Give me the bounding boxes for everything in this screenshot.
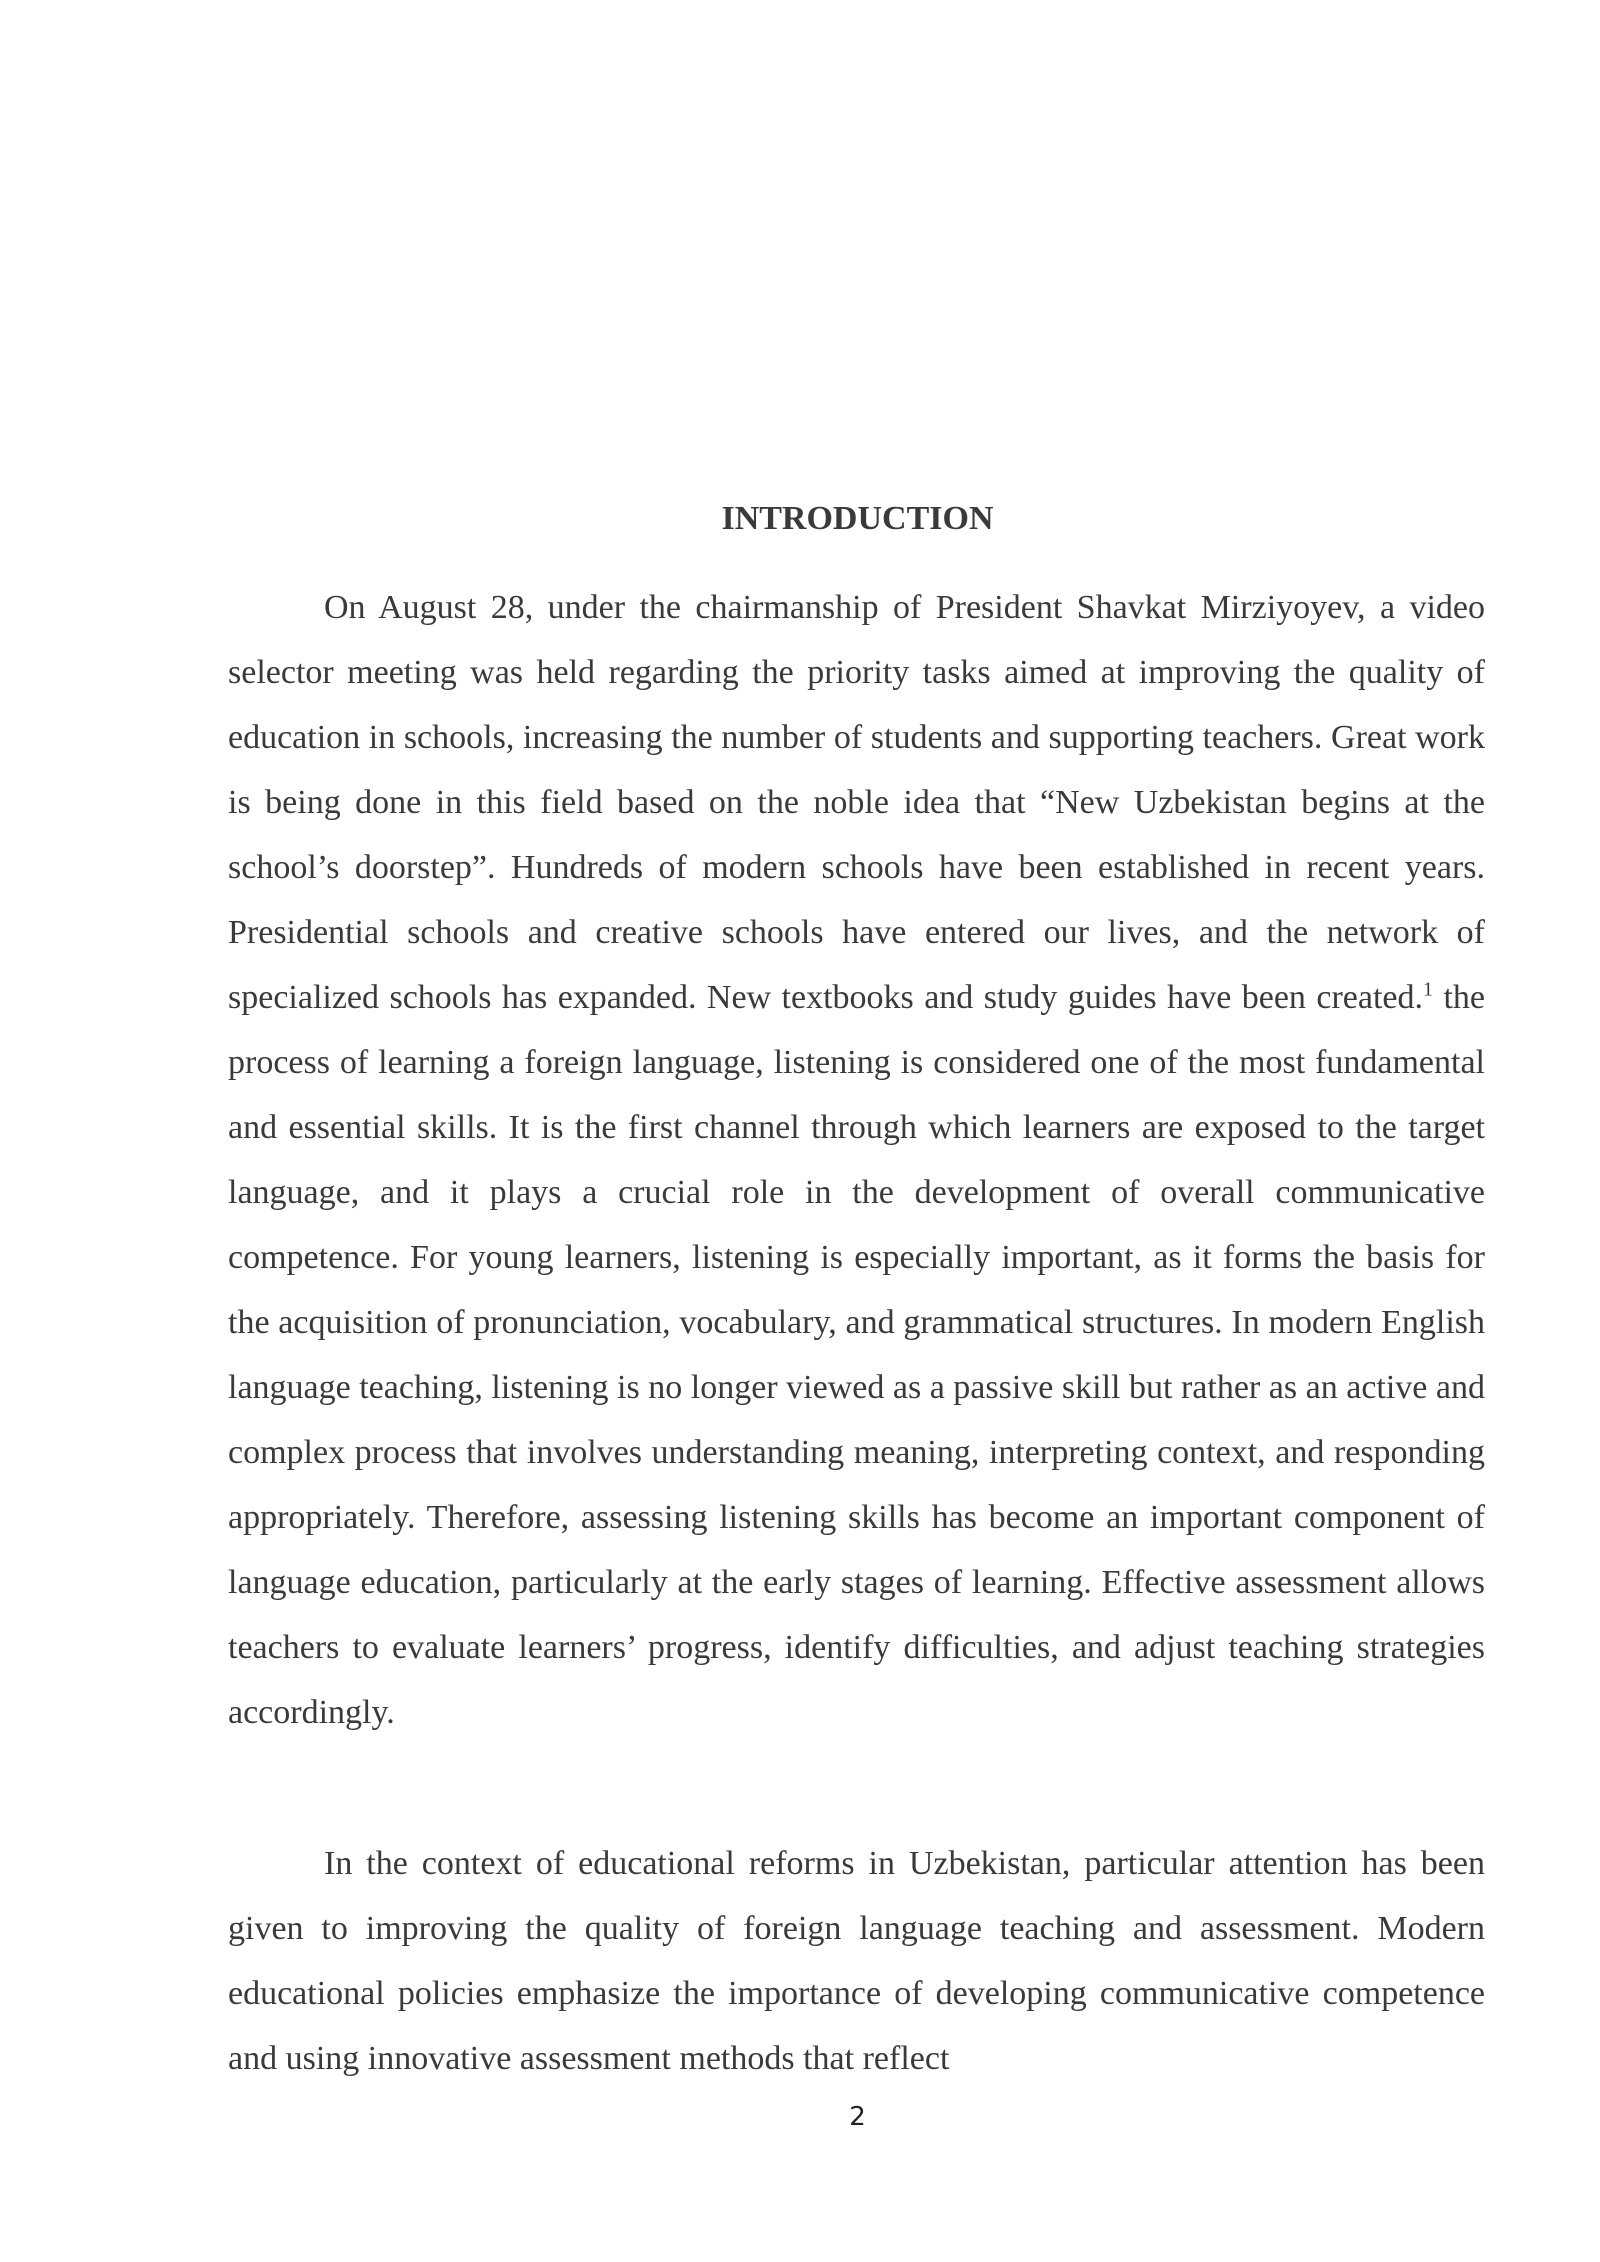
paragraph-1-text-b: the process of learning a foreign language, listening is considered one of the most fundamental and essential skills. It is the first channel through which learners are exposed to the target language, and it plays a crucial role in the development of overall communicative competence. For young learners, listening is especially important, as it forms the basis for the acquisition of pronunciation, vocabulary, and grammatical structures. In modern English language teaching, listening is no longer viewed as a passive skill but rather as an active and complex process that involves understanding meaning, interpreting context, and responding appropriately. Therefore, assessing listening skills has become an important component of language education, particularly at the early stages of learning. Effective assessment allows teachers to evaluate learners’ progress, identify difficulties, and adjust teaching strategies accordingly. xyxy=(228,979,1485,1731)
page-number: 2 xyxy=(849,2102,866,2132)
body-paragraph-2: In the context of educational reforms in Uzbekistan, particular attention has been given to improving the quality of foreign language teaching and assessment. Modern educational policies emphasize the importance of developing communicative competence and using innovative assessment methods that reflect xyxy=(228,1845,1485,2077)
paragraph-1-text-a: On August 28, under the chairmanship of President Shavkat Mirziyoyev, a video selector meeting was held regarding the priority tasks aimed at improving the quality of education in schools, increasing the number of students and supporting teachers. Great work is being done in this field based on the noble idea that “New Uzbekistan begins at the school’s doorstep”. Hundreds of modern schools have been established in recent years. Presidential schools and creative schools have entered our lives, and the network of specialized schools has expanded. New textbooks and study guides have been created. xyxy=(228,589,1485,1016)
body-paragraph-1 xyxy=(228,575,1485,1745)
section-heading: INTRODUCTION xyxy=(721,500,994,537)
footnote-marker[interactable]: 1 xyxy=(1423,978,1433,1001)
